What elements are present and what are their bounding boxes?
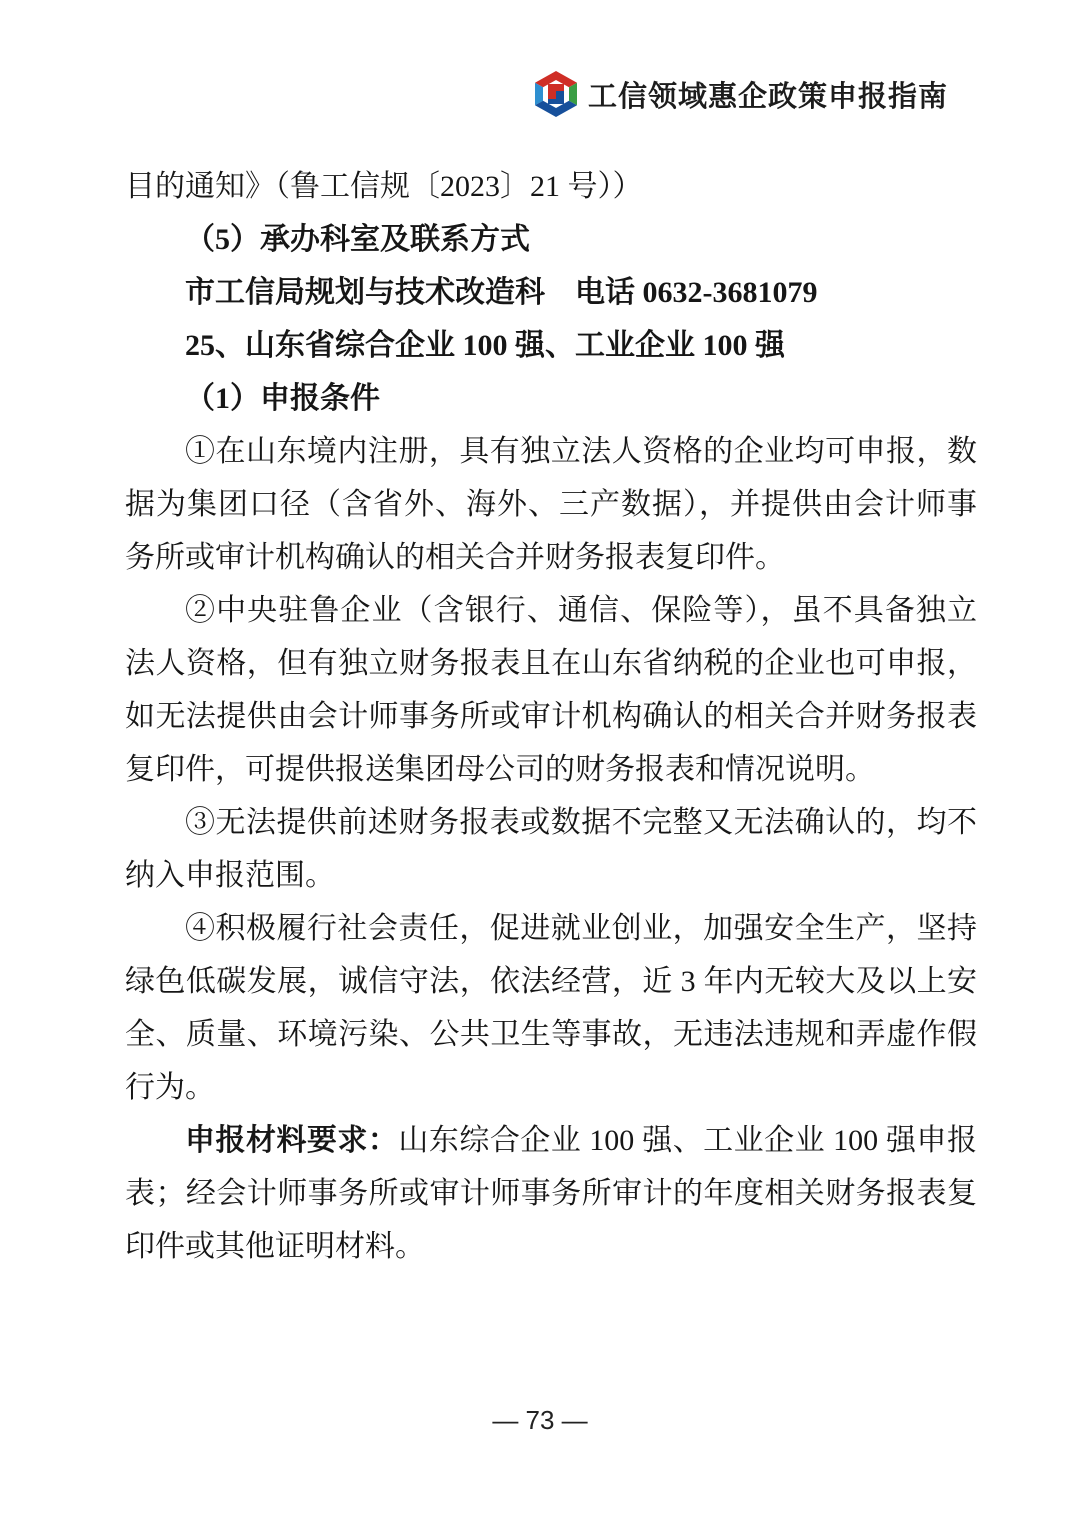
- page-footer: [0, 1405, 1080, 1436]
- item-25-title: 25、山东省综合企业 100 强、工业企业 100 强: [185, 329, 785, 362]
- header-title: 工信领域惠企政策申报指南: [587, 80, 948, 113]
- contact-line: 市工信局规划与技术改造科 电话 0632-3681079: [185, 276, 818, 309]
- continuation-line: 目的通知》（鲁工信规〔2023〕21 号））: [125, 170, 643, 203]
- condition-paragraph-2: ②中央驻鲁企业（含银行、通信、保险等），虽不具备独立法人资格，但有独立财务报表且在山东省纳税的企业也可申报，如无法提供由会计师事务所或审计机构确认的相关合并财务报表复印件，可提供报送集团母公司的财务报表和情况说明。: [125, 594, 977, 786]
- materials-text: 山东综合企业 100 强、工业企业 100 强申报表；经会计师事务所或审计师事务所审计的年度相关财务报表复印件或其他证明材料。: [125, 1124, 978, 1263]
- page-number: — 73 —: [492, 1405, 588, 1435]
- condition-paragraph-3: ③无法提供前述财务报表或数据不完整又无法确认的，均不纳入申报范围。: [125, 806, 977, 892]
- materials-label: 申报材料要求：: [185, 1124, 399, 1157]
- document-body: [125, 160, 977, 1273]
- document-header: [531, 70, 948, 118]
- condition-paragraph-4: ④积极履行社会责任，促进就业创业，加强安全生产，坚持绿色低碳发展，诚信守法，依法经营，近 3 年内无较大及以上安全、质量、环境污染、公共卫生等事故，无违法违规和弄虚作假行为。: [125, 912, 977, 1104]
- sub-section-1-heading: （1）申报条件: [185, 382, 380, 415]
- materials-paragraph: [125, 1114, 977, 1273]
- section-5-heading: （5）承办科室及联系方式: [185, 223, 530, 256]
- condition-paragraph-1: ①在山东境内注册，具有独立法人资格的企业均可申报，数据为集团口径（含省外、海外、三产数据），并提供由会计师事务所或审计机构确认的相关合并财务报表复印件。: [125, 435, 977, 574]
- brand-logo-icon: [531, 70, 581, 118]
